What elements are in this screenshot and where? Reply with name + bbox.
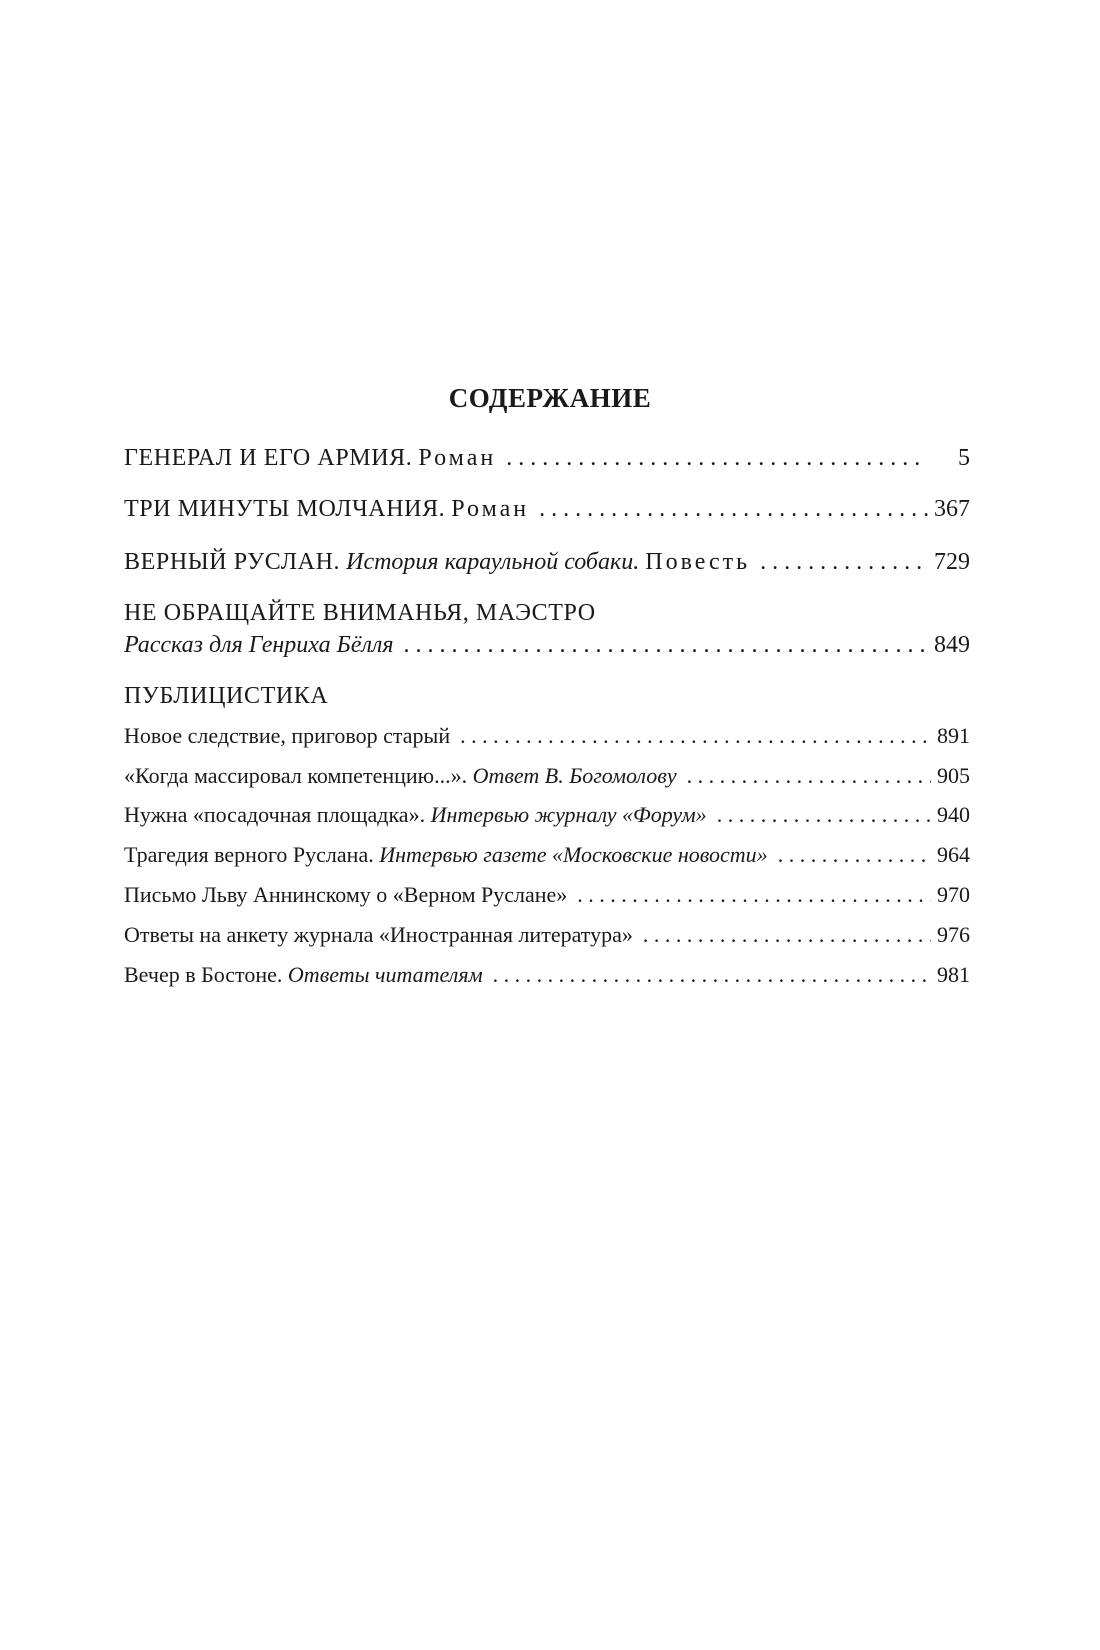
- toc-article[interactable]: [124, 761, 970, 791]
- entry-subtitle: Рассказ для Генриха Бёлля: [124, 632, 394, 658]
- leader-dots: [760, 547, 928, 577]
- toc-article[interactable]: [124, 721, 970, 751]
- entry-title: ВЕРНЫЙ РУСЛАН.: [124, 549, 341, 575]
- leader-dots: [643, 920, 931, 950]
- article-page-number: 891: [937, 723, 970, 748]
- leader-dots: [404, 630, 928, 660]
- section-heading: ПУБЛИЦИСТИКА: [124, 683, 329, 709]
- entry-page-number: 5: [958, 445, 970, 471]
- article-page-number: 940: [937, 802, 970, 827]
- entry-page-number: 367: [934, 496, 970, 522]
- article-title: Вечер в Бостоне.: [124, 962, 283, 987]
- entry-genre: Повесть: [645, 549, 751, 575]
- leader-dots: [493, 960, 931, 990]
- leader-dots: [778, 840, 931, 870]
- leader-dots: [687, 761, 931, 791]
- leader-dots: [506, 443, 924, 473]
- article-page-number: 981: [937, 962, 970, 987]
- entry-title: ГЕНЕРАЛ И ЕГО АРМИЯ.: [124, 445, 413, 471]
- leader-dots: [539, 494, 928, 524]
- article-page-number: 976: [937, 922, 970, 947]
- toc-article[interactable]: [124, 800, 970, 830]
- toc-article[interactable]: [124, 920, 970, 950]
- article-subtitle: Ответ В. Богомолову: [472, 763, 677, 788]
- toc-entry[interactable]: [124, 494, 970, 524]
- entry-page-number: 729: [934, 549, 970, 575]
- article-subtitle: Ответы читателям: [287, 962, 483, 987]
- article-title: Ответы на анкету журнала «Иностранная литература»: [124, 922, 633, 947]
- toc-article[interactable]: [124, 840, 970, 870]
- entry-genre: Роман: [451, 496, 530, 522]
- article-subtitle: Интервью журналу «Форум»: [430, 802, 707, 827]
- toc-article[interactable]: [124, 960, 970, 990]
- toc-entry[interactable]: [124, 443, 970, 473]
- article-subtitle: Интервью газете «Московские новости»: [379, 842, 768, 867]
- article-title: Письмо Льву Аннинскому о «Верном Руслане»: [124, 882, 568, 907]
- leader-dots: [717, 800, 931, 830]
- entry-title: ТРИ МИНУТЫ МОЛЧАНИЯ.: [124, 496, 446, 522]
- toc-article[interactable]: [124, 880, 970, 910]
- article-title: Нужна «посадочная площадка».: [124, 802, 426, 827]
- toc-title: СОДЕРЖАНИЕ: [448, 383, 652, 413]
- article-page-number: 964: [937, 842, 970, 867]
- article-page-number: 970: [937, 882, 970, 907]
- article-title: Новое следствие, приговор старый: [124, 723, 451, 748]
- entry-genre: Роман: [418, 445, 497, 471]
- entry-page-number: 849: [934, 632, 970, 658]
- article-page-number: 905: [937, 763, 970, 788]
- entry-title[interactable]: НЕ ОБРАЩАЙТЕ ВНИМАНЬЯ, МАЭСТРО: [124, 600, 596, 626]
- entry-subtitle: История караульной собаки.: [346, 549, 640, 575]
- leader-dots: [577, 880, 931, 910]
- leader-dots: [460, 721, 931, 751]
- toc-entry[interactable]: [124, 547, 970, 577]
- article-title: Трагедия верного Руслана.: [124, 842, 374, 867]
- article-title: «Когда массировал компетенцию...».: [124, 763, 468, 788]
- toc-entry[interactable]: [124, 630, 970, 660]
